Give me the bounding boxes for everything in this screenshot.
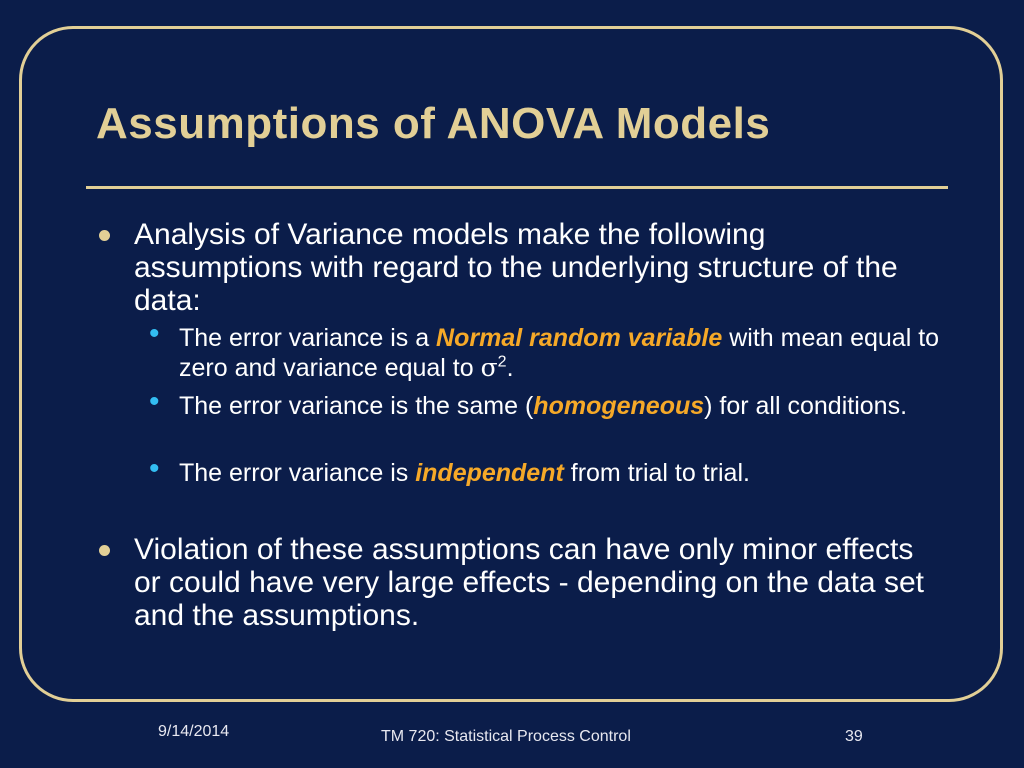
sub-bullet-highlight: independent <box>415 459 564 487</box>
sub-bullet-highlight: Normal random variable <box>436 324 723 352</box>
footer-course-title: TM 720: Statistical Process Control <box>381 728 631 745</box>
sub-bullet-text-pre: The error variance is <box>179 459 416 487</box>
bullet-item <box>134 218 934 317</box>
bullet-text: Violation of these assumptions can have only minor effects or could have very large effects - depending on the data set and the assumptions. <box>134 533 924 632</box>
bullet-text: Analysis of Variance models make the following assumptions with regard to the underlying structure of the data: <box>134 218 898 317</box>
title-divider <box>86 186 948 189</box>
sub-bullet-text-post: with mean equal to zero and variance equal to <box>179 324 940 382</box>
bullet-dot-icon <box>99 545 110 556</box>
bullet-item <box>134 533 934 632</box>
sub-bullet-dot-icon: • <box>149 452 160 485</box>
sub-bullet-highlight: homogeneous <box>533 392 705 420</box>
slide-title: Assumptions of ANOVA Models <box>96 99 771 148</box>
sub-bullet-text-post: from trial to trial. <box>563 459 750 487</box>
sub-bullet-item <box>149 317 949 383</box>
sub-bullet-text-pre: The error variance is the same ( <box>179 392 534 420</box>
footer-page-number: 39 <box>845 728 863 745</box>
sigma-symbol: σ <box>480 353 498 382</box>
superscript: 2 <box>497 353 507 371</box>
sub-bullet-dot-icon: • <box>149 317 160 350</box>
sub-bullet-text-pre: The error variance is a <box>179 324 437 352</box>
sub-bullet-item <box>149 452 949 488</box>
bullet-dot-icon <box>99 230 110 241</box>
sub-bullet-text-post: ) for all conditions. <box>704 392 908 420</box>
sub-bullet-text-end: . <box>506 354 514 382</box>
sub-bullet-dot-icon: • <box>149 385 160 418</box>
footer-date: 9/14/2014 <box>158 723 230 740</box>
sub-bullet-item <box>149 385 949 421</box>
